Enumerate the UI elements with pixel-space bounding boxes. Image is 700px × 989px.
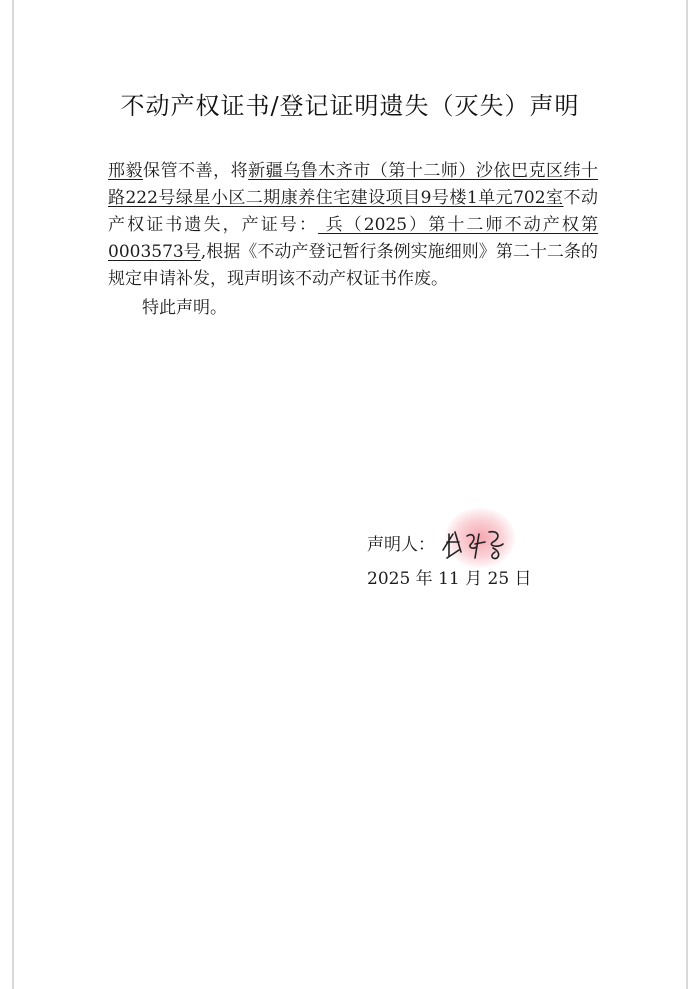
declaration-date: 2025 年 11 月 25 日 [367, 569, 532, 589]
document-title: 不动产权证书/登记证明遗失（灭失）声明 [120, 92, 580, 120]
body-text-c: ,根据《不动产登记暂行条例实施细则》第二十二条的规定申请补发，现声明该不动产权证书作废。 [108, 242, 599, 289]
owner-name: 邢毅 [108, 161, 144, 181]
declaration-body [108, 158, 598, 322]
property-address: 新疆乌鲁木齐市（第十二师）沙依巴克区纬十路222号绿星小区二期康养住宅建设项目9号楼1单元702室 [108, 161, 599, 208]
declarant-line [367, 528, 607, 562]
declaration-paragraph [108, 158, 598, 293]
closing-statement: 特此声明。 [142, 298, 227, 318]
signature-block [367, 528, 607, 596]
scan-edge-right [686, 0, 688, 989]
certificate-number: 兵（2025）第十二师不动产权第0003573号 [108, 215, 599, 262]
declarant-label: 声明人： [367, 535, 435, 555]
body-text-a: 保管不善，将 [143, 161, 249, 181]
body-text-b: 不动产权证书遗失，产证号： [108, 188, 598, 235]
scan-edge-left [12, 0, 14, 989]
handwritten-signature [439, 520, 519, 564]
